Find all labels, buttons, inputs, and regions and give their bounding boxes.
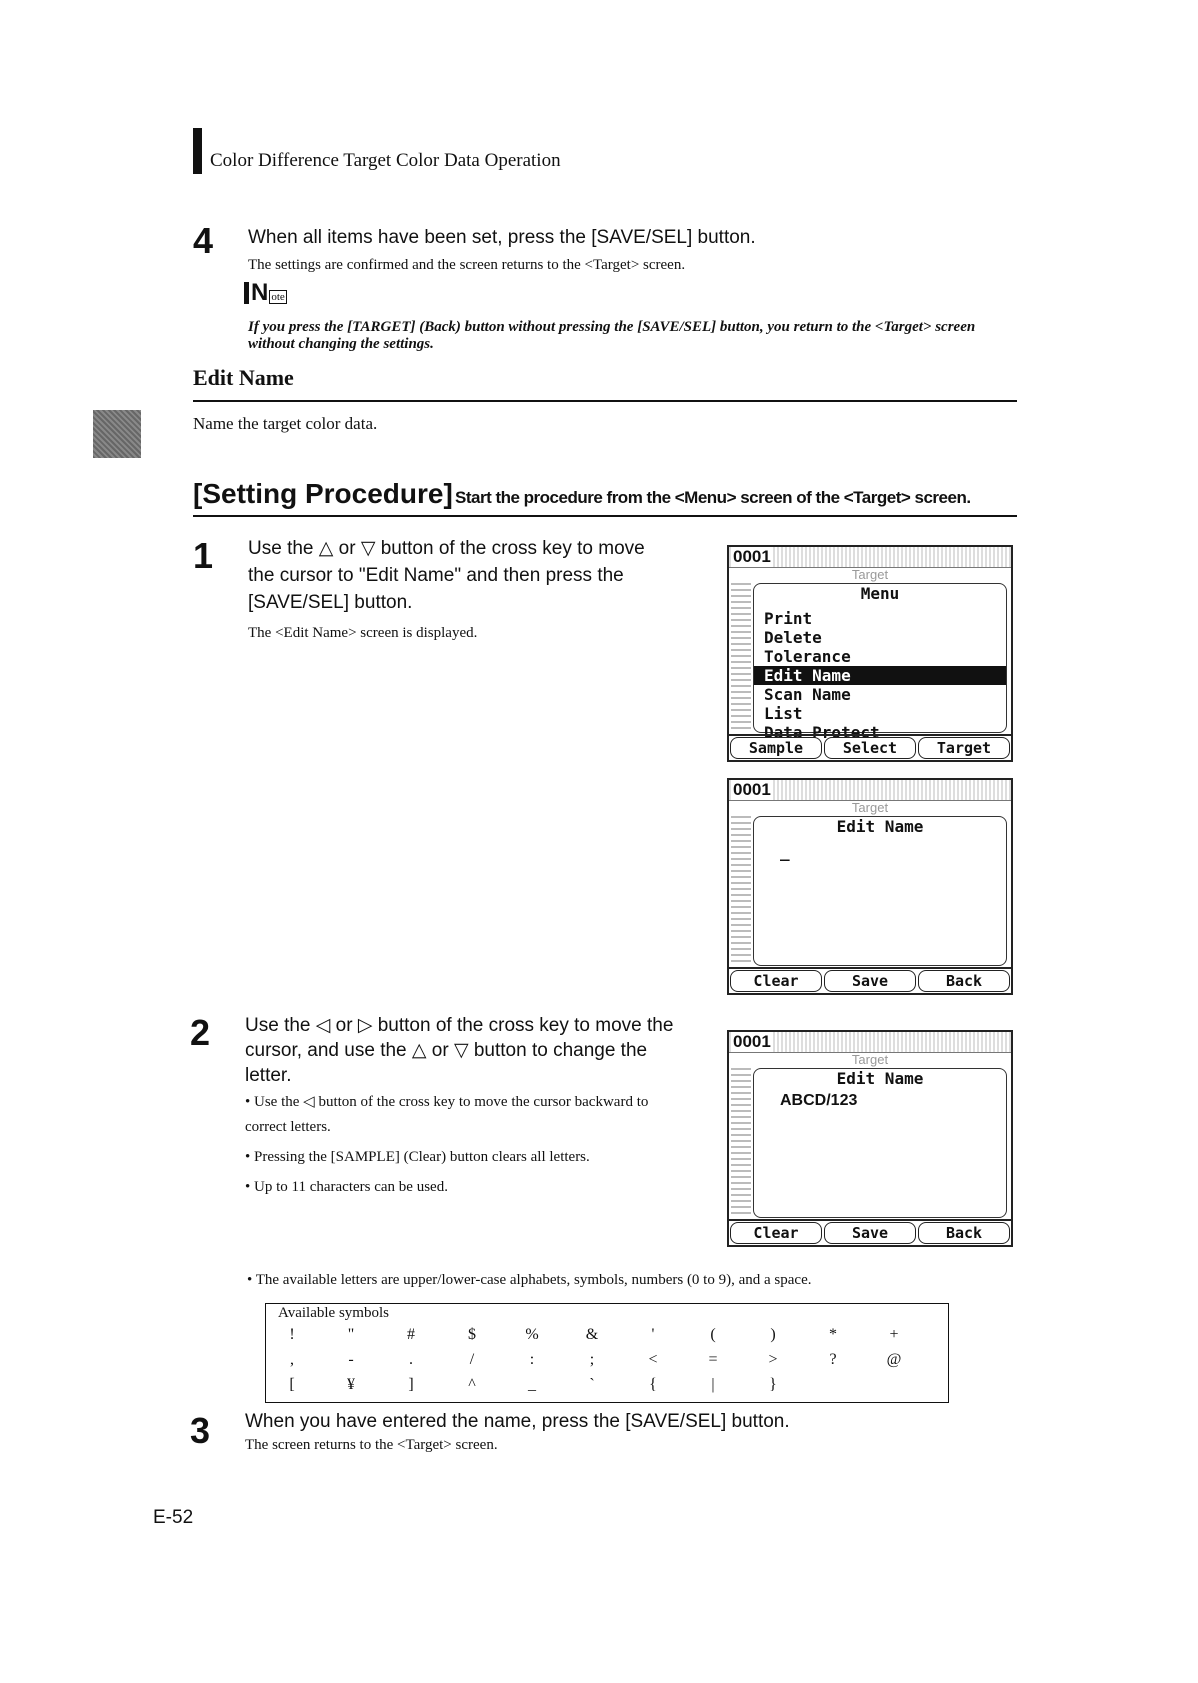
step-3-text: The screen returns to the <Target> screen.	[245, 1437, 498, 1453]
symbols-caption: Available symbols	[278, 1305, 389, 1321]
step-3-number: 3	[190, 1410, 211, 1451]
menu-item-scan-name[interactable]: Scan Name	[764, 685, 851, 704]
symbol: /	[469, 1351, 475, 1368]
symbol: ^	[468, 1376, 476, 1393]
header-bar	[193, 128, 202, 174]
note-text: If you press the [TARGET] (Back) button without pressing the [SAVE/SEL] button, you return to the <Target> screen without changing the settings.	[248, 319, 976, 352]
symbol: $	[468, 1326, 476, 1343]
symbol: ,	[290, 1351, 294, 1368]
symbols-row-1	[266, 1326, 948, 1348]
symbol: >	[768, 1351, 778, 1368]
menu-item-list[interactable]: List	[764, 704, 803, 723]
screen-sidebar	[731, 816, 751, 966]
save-softkey[interactable]: Save	[824, 1222, 916, 1244]
screen-target-label: Target	[851, 1052, 889, 1067]
symbol: %	[525, 1326, 539, 1343]
step-2-bullet-3: • Up to 11 characters can be used.	[245, 1179, 448, 1195]
symbol: @	[886, 1351, 902, 1368]
symbol: .	[409, 1351, 413, 1368]
clear-softkey[interactable]: Clear	[730, 970, 822, 992]
back-softkey[interactable]: Back	[918, 1222, 1010, 1244]
step-4-title: When all items have been set, press the [SAVE/SEL] button.	[248, 227, 756, 248]
symbol: :	[529, 1351, 535, 1368]
step-2-bullet-2: • Pressing the [SAMPLE] (Clear) button clears all letters.	[245, 1149, 590, 1165]
section-title: Edit Name	[193, 365, 294, 390]
symbol: #	[407, 1326, 415, 1343]
screen-number: 0001	[733, 547, 771, 566]
symbol: `	[589, 1376, 595, 1393]
note-icon: N ote	[244, 282, 287, 304]
back-softkey[interactable]: Back	[918, 970, 1010, 992]
step-2-bullet-1: • Use the ◁ button of the cross key to move the cursor backward to correct letters.	[245, 1094, 649, 1135]
screen-footer	[729, 734, 1011, 760]
symbol: (	[710, 1326, 716, 1343]
select-softkey[interactable]: Select	[824, 737, 916, 759]
symbol: =	[708, 1351, 718, 1368]
menu-panel	[753, 583, 1007, 742]
step-4-text: The settings are confirmed and the screen returns to the <Target> screen.	[248, 257, 686, 273]
edit-panel	[753, 1068, 1007, 1218]
step-3-title: When you have entered the name, press the [SAVE/SEL] button.	[245, 1411, 790, 1432]
symbol: -	[348, 1351, 354, 1368]
symbol: ?	[829, 1351, 837, 1368]
screen-sidebar	[731, 583, 751, 733]
procedure-title: [Setting Procedure]	[193, 478, 453, 509]
step-2-number: 2	[190, 1012, 211, 1053]
menu-item-edit-name[interactable]: Edit Name	[754, 666, 1006, 685]
menu-item-tolerance[interactable]: Tolerance	[764, 647, 851, 666]
menu-item-print[interactable]: Print	[764, 609, 813, 628]
screen-number: 0001	[733, 1032, 771, 1051]
symbols-row-2	[266, 1351, 948, 1373]
header-title: Color Difference Target Color Data Operation	[210, 150, 561, 171]
step-1-title: Use the △ or ▽ button of the cross key to move the cursor to "Edit Name" and then press the [SAVE/SEL] button.	[248, 538, 645, 613]
menu-screen	[727, 545, 1013, 762]
symbols-row-3	[266, 1376, 948, 1398]
screen-footer	[729, 1219, 1011, 1245]
page-number: E-52	[153, 1507, 194, 1528]
section-intro: Name the target color data.	[193, 414, 378, 433]
step-1-text: The <Edit Name> screen is displayed.	[248, 625, 478, 641]
edit-heading: Edit Name	[836, 817, 924, 836]
symbol: *	[829, 1326, 837, 1343]
symbol: ]	[408, 1376, 414, 1393]
edit-panel	[753, 816, 1007, 966]
menu-item-delete[interactable]: Delete	[764, 628, 822, 647]
available-letters-note: • The available letters are upper/lower-case alphabets, symbols, numbers (0 to 9), and a space.	[247, 1272, 812, 1288]
menu-heading: Menu	[860, 584, 900, 603]
symbol: ¥	[347, 1376, 355, 1393]
symbol: <	[648, 1351, 658, 1368]
screen-target-label: Target	[851, 800, 889, 815]
edit-name-screen-empty	[727, 778, 1013, 995]
symbol: }	[769, 1376, 777, 1393]
section-divider	[193, 400, 1017, 402]
procedure-divider	[193, 515, 1017, 517]
symbol: &	[585, 1326, 599, 1343]
symbol: |	[711, 1376, 715, 1393]
sample-softkey[interactable]: Sample	[730, 737, 822, 759]
side-tab-marker	[93, 410, 141, 458]
symbol: ;	[589, 1351, 595, 1368]
screen-footer	[729, 967, 1011, 993]
save-softkey[interactable]: Save	[824, 970, 916, 992]
name-input[interactable]: ABCD/123	[780, 1092, 858, 1109]
edit-heading: Edit Name	[836, 1069, 924, 1088]
step-1-number: 1	[193, 535, 214, 576]
screen-number: 0001	[733, 780, 771, 799]
step-4-number: 4	[193, 220, 214, 261]
symbol: [	[289, 1376, 295, 1393]
symbol: +	[889, 1326, 899, 1343]
symbol: "	[347, 1326, 355, 1343]
edit-name-screen-filled	[727, 1030, 1013, 1247]
name-input[interactable]: _	[780, 842, 790, 861]
clear-softkey[interactable]: Clear	[730, 1222, 822, 1244]
symbol: '	[651, 1326, 655, 1343]
symbol: _	[528, 1376, 536, 1393]
symbols-table	[265, 1303, 949, 1403]
symbol: !	[289, 1326, 295, 1343]
target-softkey[interactable]: Target	[918, 737, 1010, 759]
menu-item-data-protect[interactable]: Data Protect	[764, 723, 880, 742]
symbol: {	[649, 1376, 657, 1393]
screen-target-label: Target	[851, 567, 889, 582]
step-2-title: Use the ◁ or ▷ button of the cross key to move the cursor, and use the △ or ▽ button to change the letter.	[245, 1015, 674, 1086]
symbol: )	[770, 1326, 776, 1343]
procedure-subtitle: Start the procedure from the <Menu> screen of the <Target> screen.	[455, 488, 971, 507]
screen-sidebar	[731, 1068, 751, 1218]
